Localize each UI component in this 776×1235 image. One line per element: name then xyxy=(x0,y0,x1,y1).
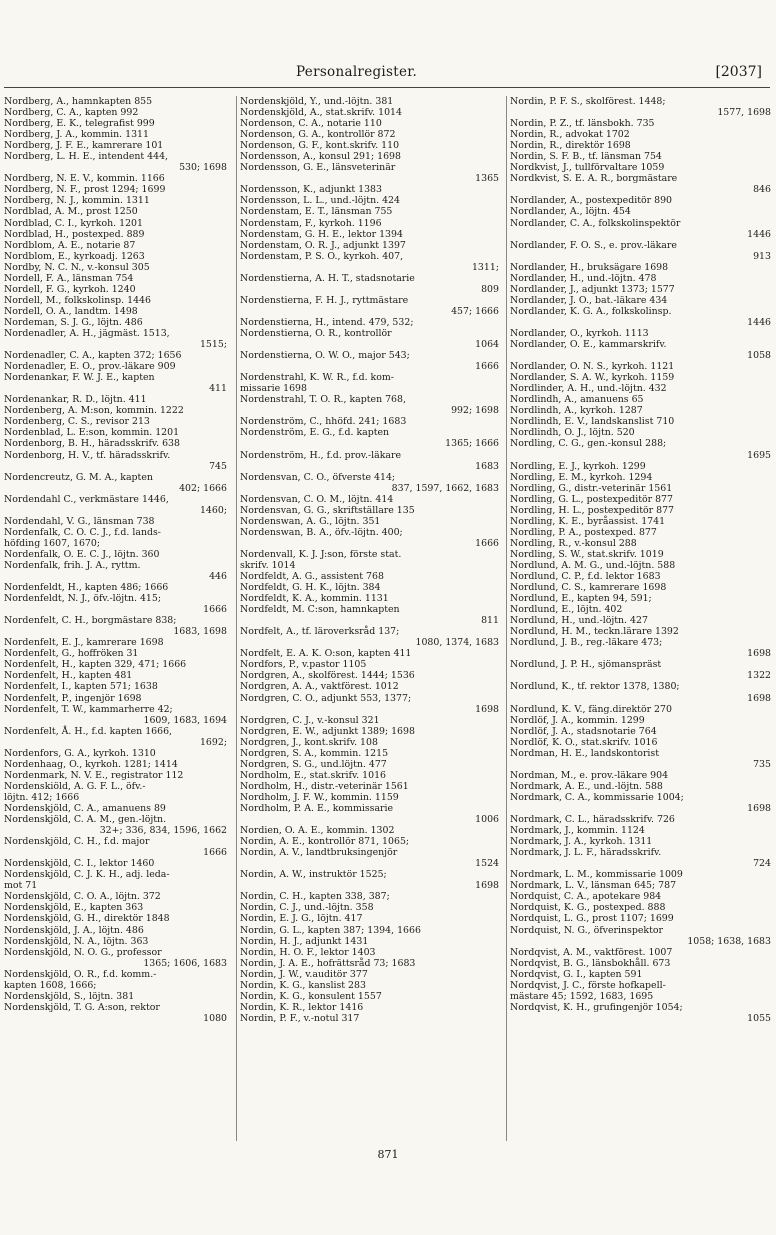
register-line: Nordenskjöld, C. A., amanuens 89 xyxy=(4,803,166,814)
folio-number: 871 xyxy=(377,1148,399,1161)
register-line: Nordenskjöld, N. O. G., professor xyxy=(4,946,162,958)
register-line: 1446 xyxy=(747,316,771,328)
register-line: 735 xyxy=(753,758,771,770)
register-line: Nordensson, A., konsul 291; 1698 xyxy=(240,151,401,163)
register-line: 1666 xyxy=(475,361,499,373)
register-line: Nordin, S. F. B., tf. länsman 754 xyxy=(510,151,662,163)
register-line: Nordenfelt, Å. H., f.d. kapten 1666, xyxy=(4,725,173,737)
register-line: 724 xyxy=(753,858,771,870)
register-line: Nordlindh, E. V., landskanslist 710 xyxy=(510,416,675,428)
register-line: Nordgren, S. G., und.löjtn. 477 xyxy=(240,758,387,770)
register-line: Nordin, K. G., konsulent 1557 xyxy=(240,990,382,1002)
register-line: Nordgren, A., skolförest. 1444; 1536 xyxy=(240,670,415,682)
register-line: Nordenskjöld, C. I., lektor 1460 xyxy=(4,858,155,870)
register-line: Nordin, A. E., kontrollör 871, 1065; xyxy=(240,836,410,848)
register-line: Nordfors, P., v.pastor 1105 xyxy=(240,659,367,671)
register-line: 1006 xyxy=(475,814,499,826)
register-line: Nordkvist, S. E. A. R., borgmästare xyxy=(510,173,678,185)
register-line: Nordenstierna, A. H. T., stadsnotarie xyxy=(240,272,415,284)
register-line: Nordlander, K. G. A., folkskolinsp. xyxy=(510,305,672,317)
register-line: Nordin, G. L., kapten 387; 1394, 1666 xyxy=(240,924,421,936)
register-line: 1365 xyxy=(475,173,499,185)
register-line: Nordfeldt, A. G., assistent 768 xyxy=(240,571,384,583)
register-line: 1695 xyxy=(747,449,771,461)
register-line: Nordlander, J., adjunkt 1373; 1577 xyxy=(510,283,675,295)
register-line: Nordell, O. A., landtm. 1498 xyxy=(4,305,138,317)
register-line: Nordencreutz, G. M. A., kapten xyxy=(4,471,153,483)
register-line: Nordquist, K. G., postexped. 888 xyxy=(510,902,666,914)
register-line: 446 xyxy=(209,571,227,583)
register-line: 402; 1666 xyxy=(179,482,227,494)
register-line: Nordlöf, K. O., stat.skrifv. 1016 xyxy=(510,736,658,748)
register-line: 992; 1698 xyxy=(451,405,499,417)
register-line: 1460; xyxy=(199,504,227,516)
register-line: Nordby, N. C. N., v.-konsul 305 xyxy=(4,261,150,273)
register-line: Nordlander, A., postexpeditör 890 xyxy=(510,195,673,207)
register-line: Nordenfeldt, H., kapten 486; 1666 xyxy=(4,582,169,594)
register-line: Nordenankar, F. W. J. E., kapten xyxy=(4,372,155,384)
register-line: Nordenfelt, H., kapten 481 xyxy=(4,670,133,682)
register-line: Nordin, P. F., v.-notul 317 xyxy=(240,1012,360,1024)
register-line: 1080 xyxy=(203,1012,227,1024)
register-line: Nordenfelt, P., ingenjör 1698 xyxy=(4,692,142,704)
register-line: Nordholm, J. F. W., kommin. 1159 xyxy=(240,791,399,803)
register-line: Nordenswan, A. G., löjtn. 351 xyxy=(240,515,381,527)
register-line: Nordling, E. J., kyrkoh. 1299 xyxy=(510,460,646,472)
register-line: Nordenstierna, H., intend. 479, 532; xyxy=(240,316,414,328)
register-line: Nordenblad, L. E:son, kommin. 1201 xyxy=(4,427,180,439)
register-line: Nordgren, E. W., adjunkt 1389; 1698 xyxy=(240,725,415,737)
register-line: Nordin, H. O. F., lektor 1403 xyxy=(240,946,376,958)
register-line: Nordensson, L. L., und.-löjtn. 424 xyxy=(240,195,400,207)
register-line: mot 71 xyxy=(4,880,38,892)
register-line: 457; 1666 xyxy=(451,305,499,317)
register-line: Nordenadler, A. H., jägmäst. 1513, xyxy=(4,327,170,339)
register-line: Nordin, K. R., lektor 1416 xyxy=(240,1001,364,1013)
register-line: Nordlund, H., und.-löjtn. 427 xyxy=(510,615,648,627)
register-line: Nordenskjöld, G. H., direktör 1848 xyxy=(4,913,170,925)
register-line: Nordlund, J. B., reg.-läkare 473; xyxy=(510,637,663,649)
register-line: Nordenstam, G. H. E., lektor 1394 xyxy=(240,228,403,240)
register-line: 1577, 1698 xyxy=(717,107,771,119)
register-line: Nordenskjöld, E., kapten 363 xyxy=(4,902,144,914)
register-line: Nordensvan, C. O. M., löjtn. 414 xyxy=(240,493,394,505)
register-line: Nordlindh, A., amanuens 65 xyxy=(510,394,644,406)
register-line: Nordensson, G. E., länsveterinär xyxy=(240,162,396,174)
register-line: Nordgren, C. J., v.-konsul 321 xyxy=(240,714,380,726)
register-line: Nordenstam, E. T., länsman 755 xyxy=(240,206,393,218)
register-line: Nordman, H. E., landskontorist xyxy=(510,747,659,759)
register-line: Nordling, K. E., byråassist. 1741 xyxy=(510,515,666,527)
register-line: Nordenhaag, O., kyrkoh. 1281; 1414 xyxy=(4,758,178,770)
register-line: Nordlindh, O. J., löjtn. 520 xyxy=(510,427,635,439)
register-line: 1666 xyxy=(203,847,227,859)
register-line: Nordlander, H., und.-löjtn. 478 xyxy=(510,272,657,284)
register-line: Nordgren, S. A., kommin. 1215 xyxy=(240,747,389,759)
register-line: Nordmark, J., kommin. 1124 xyxy=(510,825,645,837)
register-column-2 xyxy=(236,96,502,1141)
register-line: Nordlund, K., tf. rektor 1378, 1380; xyxy=(510,681,680,693)
register-line: Nordenson, G. F., kont.skrifv. 110 xyxy=(240,140,400,152)
register-line: Nordgren, C. O., adjunkt 553, 1377; xyxy=(240,692,412,704)
register-line: Nordensvan, G. G., skriftställare 135 xyxy=(240,504,415,516)
register-line: Nordenskjöld, C. J. K. H., adj. leda- xyxy=(4,869,170,881)
register-line: Nordenswan, B. A., öfv.-löjtn. 400; xyxy=(240,526,403,538)
register-line: Nordenström, H., f.d. prov.-läkare xyxy=(240,449,402,461)
register-line: Nordenstrahl, K. W. R., f.d. kom- xyxy=(240,372,394,384)
register-line: Nordenskjöld, N. A., löjtn. 363 xyxy=(4,935,149,947)
register-line: Nordenskjöld, O. R., f.d. komm.- xyxy=(4,968,157,980)
register-line: Nordkvist, J., tullförvaltare 1059 xyxy=(510,162,665,174)
register-line: 1692; xyxy=(199,736,227,748)
register-line: 837, 1597, 1662, 1683 xyxy=(391,482,499,494)
register-line: 1446 xyxy=(747,228,771,240)
register-line: Nordenvall, K. J. J:son, förste stat. xyxy=(240,548,402,560)
register-line: Nordien, O. A. E., kommin. 1302 xyxy=(240,825,395,837)
register-line: Nordenskjöld, A., stat.skrifv. 1014 xyxy=(240,107,402,119)
register-line: Nordfeldt, G. H. K., löjtn. 384 xyxy=(240,582,381,594)
register-line: Nordenskjöld, C. O. A., löjtn. 372 xyxy=(4,891,161,903)
register-line: Nordlander, S. A. W., kyrkoh. 1159 xyxy=(510,372,675,384)
register-line: Nordqvist, A. M., vaktförest. 1007 xyxy=(510,946,673,958)
register-line: Nordenfalk, O. E. C. J., löjtn. 360 xyxy=(4,548,160,560)
register-line: Nordgren, A. A., vaktförest. 1012 xyxy=(240,681,399,693)
register-line: Nordin, E. J. G., löjtn. 417 xyxy=(240,913,363,925)
register-line: Nordfelt, E. A. K. O:son, kapten 411 xyxy=(240,648,412,660)
register-line: Nordin, H. J., adjunkt 1431 xyxy=(240,935,369,947)
register-column-1 xyxy=(4,96,230,1141)
register-line: Nordqvist, J. C., förste hofkapell- xyxy=(510,979,666,991)
register-line: Nordenfelt, I., kapten 571; 1638 xyxy=(4,681,158,693)
register-line: Nordenfalk, frih. J. A., ryttm. xyxy=(4,559,141,571)
register-line: Nordling, H. L., postexpeditör 877 xyxy=(510,504,675,516)
register-line: Nordenadler, E. O., prov.-läkare 909 xyxy=(4,361,176,373)
register-line: Nordenskjöld, Y., und.-löjtn. 381 xyxy=(240,96,394,107)
register-line: 1055 xyxy=(747,1012,771,1024)
register-line: Nordendahl C., verkmästare 1446, xyxy=(4,493,169,505)
register-line: Nordenskjöld, T. G. A:son, rektor xyxy=(4,1001,160,1013)
page-title: Personalregister. xyxy=(296,64,418,80)
register-line: Nordin, P. Z., tf. länsbokh. 735 xyxy=(510,118,655,130)
register-line: Nordenskjöld, S., löjtn. 381 xyxy=(4,990,135,1002)
register-line: Nordin, C. J., und.-löjtn. 358 xyxy=(240,902,374,914)
register-line: Nordblad, A. M., prost 1250 xyxy=(4,206,138,218)
register-line: Nordenstrahl, T. O. R., kapten 768, xyxy=(240,394,406,406)
register-line: Nordfeldt, M. C:son, hamnkapten xyxy=(240,604,400,616)
register-line: Nordell, F. A., länsman 754 xyxy=(4,272,134,284)
register-line: Nordqvist, B. G., länsbokhåll. 673 xyxy=(510,957,671,969)
register-line: Nordblad, H., postexped. 889 xyxy=(4,228,145,240)
register-line: 1609, 1683, 1694 xyxy=(143,714,227,726)
register-line: Nordin, K. G., kanslist 283 xyxy=(240,979,366,991)
register-line: Nordenfelt, T. W., kammarherre 42; xyxy=(4,703,173,715)
register-line: 1698 xyxy=(747,803,771,814)
register-column-3 xyxy=(506,96,774,1141)
register-line: Nordman, M., e. prov.-läkare 904 xyxy=(510,769,669,781)
register-columns xyxy=(4,96,770,1141)
register-line: Nordquist, L. G., prost 1107; 1699 xyxy=(510,913,674,925)
register-line: Nordfelt, A., tf. läroverksråd 137; xyxy=(240,626,400,638)
register-line: Nordenstam, F., kyrkoh. 1196 xyxy=(240,217,382,229)
register-line: 1666 xyxy=(203,604,227,616)
register-line: Nordin, C. H., kapten 338, 387; xyxy=(240,891,390,903)
register-line: Nordberg, J. A., kommin. 1311 xyxy=(4,129,149,141)
register-line: Nordmark, C. A., kommissarie 1004; xyxy=(510,791,684,803)
register-line: Nordin, J. W., v.auditör 377 xyxy=(240,968,368,980)
register-line: Nordin, J. A. E., hofrättsråd 73; 1683 xyxy=(240,957,416,969)
register-line: Nordell, M., folkskolinsp. 1446 xyxy=(4,294,151,306)
register-line: Nordenfeldt, N. J., öfv.-löjtn. 415; xyxy=(4,593,162,605)
register-line: Nordling, C. G., gen.-konsul 288; xyxy=(510,438,667,450)
register-line: Nordlander, H., bruksägare 1698 xyxy=(510,261,669,273)
register-line: Nordin, R., advokat 1702 xyxy=(510,129,630,141)
register-line: Nordblom, E., kyrkoadj. 1263 xyxy=(4,250,145,262)
register-line: Nordenankar, R. D., löjtn. 411 xyxy=(4,394,147,406)
register-line: 411 xyxy=(209,383,227,395)
register-line: Nordensvan, C. O., öfverste 414; xyxy=(240,471,396,483)
register-line: Nordholm, H., distr.-veterinär 1561 xyxy=(240,780,409,792)
register-line: Nordeman, S. J. G., löjtn. 486 xyxy=(4,316,143,328)
register-line: Nordblad, C. I., kyrkoh. 1201 xyxy=(4,217,143,229)
register-line: Nordmark, J. A., kyrkoh. 1311 xyxy=(510,836,653,848)
register-line: Nordenborg, H. V., tf. häradsskrifv. xyxy=(4,449,171,461)
register-line: Nordenskjöld, C. H., f.d. major xyxy=(4,836,150,848)
register-line: 1698 xyxy=(747,648,771,660)
register-line: Nordlund, E., kapten 94, 591; xyxy=(510,593,652,605)
register-line: Nordholm, E., stat.skrifv. 1016 xyxy=(240,769,387,781)
register-line: Nordenborg, B. H., häradsskrifv. 638 xyxy=(4,438,180,450)
register-line: Nordberg, N. E. V., kommin. 1166 xyxy=(4,173,165,185)
register-line: Nordqvist, G. I., kapten 591 xyxy=(510,968,643,980)
header-rule xyxy=(4,87,770,88)
register-line: kapten 1608, 1666; xyxy=(4,979,97,991)
register-line: Nordlindh, A., kyrkoh. 1287 xyxy=(510,405,643,417)
register-line: Nordlund, A. M. G., und.-löjtn. 588 xyxy=(510,559,676,571)
register-line: Nordenson, G. A., kontrollör 872 xyxy=(240,129,396,141)
register-line: mästare 45; 1592, 1683, 1695 xyxy=(510,990,654,1002)
register-line: Nordin, R., direktör 1698 xyxy=(510,140,631,152)
register-line: Nordmark, L. V., länsman 645; 787 xyxy=(510,880,677,892)
register-line: 1058; 1638, 1683 xyxy=(687,935,771,947)
register-line: 1064 xyxy=(475,339,499,351)
register-line: Nordenfelt, H., kapten 329, 471; 1666 xyxy=(4,659,187,671)
register-line: skrifv. 1014 xyxy=(240,559,296,571)
register-line: Nordlander, O. E., kammarskrifv. xyxy=(510,339,667,351)
register-line: Nordblom, A. E., notarie 87 xyxy=(4,239,136,251)
register-line: Nordenskjöld, J. A., löjtn. 486 xyxy=(4,924,144,936)
register-line: Nordberg, N. F., prost 1294; 1699 xyxy=(4,184,166,196)
register-line: Nordenfors, G. A., kyrkoh. 1310 xyxy=(4,747,156,759)
register-line: 811 xyxy=(481,615,499,627)
register-line: Nordberg, C. A., kapten 992 xyxy=(4,107,139,119)
register-line: Nordenstierna, F. H. J., ryttmästare xyxy=(240,294,409,306)
register-line: 1683 xyxy=(475,460,499,472)
register-line: Nordenfalk, C. O. C. J., f.d. lands- xyxy=(4,526,161,538)
register-line: Nordenadler, C. A., kapten 372; 1656 xyxy=(4,350,182,362)
register-line: Nordling, E. M., kyrkoh. 1294 xyxy=(510,471,653,483)
register-line: Nordholm, P. A. E., kommissarie xyxy=(240,803,394,814)
register-line: Nordqvist, K. H., grufingenjör 1054; xyxy=(510,1001,683,1013)
register-line: Nordenberg, A. M:son, kommin. 1222 xyxy=(4,405,184,417)
register-line: Nordmark, J. L. F., häradsskrifv. xyxy=(510,847,662,859)
register-line: 530; 1698 xyxy=(179,162,227,174)
register-line: 1666 xyxy=(475,537,499,549)
register-line: Nordenskjöld, C. A. M., gen.-löjtn. xyxy=(4,814,167,826)
register-line: 1698 xyxy=(747,692,771,704)
register-line: Nordlander, F. O. S., e. prov.-läkare xyxy=(510,239,677,251)
register-line: Nordmark, A. E., und.-löjtn. 588 xyxy=(510,780,663,792)
register-line: Nordberg, A., hamnkapten 855 xyxy=(4,96,153,107)
register-line: Nordlöf, J. A., kommin. 1299 xyxy=(510,714,645,726)
register-line: 1524 xyxy=(475,858,499,870)
register-line: Nordlinder, A. H., und.-löjtn. 432 xyxy=(510,383,667,395)
register-line: Nordendahl, V. G., länsman 738 xyxy=(4,515,155,527)
register-line: 1080, 1374, 1683 xyxy=(415,637,499,649)
page-header xyxy=(0,64,776,86)
register-line: Nordgren, J., kont.skrifv. 108 xyxy=(240,736,378,748)
register-line: Nordenstam, O. R. J., adjunkt 1397 xyxy=(240,239,406,251)
register-line: Nordberg, J. F. E., kamrerare 101 xyxy=(4,140,164,152)
register-line: Nordling, S. W., stat.skrifv. 1019 xyxy=(510,548,664,560)
register-line: Nordmark, L. M., kommissarie 1009 xyxy=(510,869,683,881)
register-line: Nordlöf, J. A., stadsnotarie 764 xyxy=(510,725,657,737)
register-line: Nordmark, C. L., häradsskrifv. 726 xyxy=(510,814,675,826)
register-line: 1365; 1666 xyxy=(445,438,499,450)
register-line: Nordenstierna, O. W. O., major 543; xyxy=(240,350,410,362)
register-line: Nordenfelt, C. H., borgmästare 838; xyxy=(4,615,177,627)
register-line: Nordlund, E., löjtn. 402 xyxy=(510,604,623,616)
register-line: Nordberg, L. H. E., intendent 444, xyxy=(4,151,169,163)
register-line: Nordling, G. L., postexpeditör 877 xyxy=(510,493,673,505)
register-line: Nordlander, J. O., bat.-läkare 434 xyxy=(510,294,668,306)
register-line: 1322 xyxy=(747,670,771,682)
register-line: Nordenberg, C. S., revisor 213 xyxy=(4,416,150,428)
register-line: Nordberg, E. K., telegrafist 999 xyxy=(4,118,155,130)
register-line: 809 xyxy=(481,283,499,295)
register-line: Nordenson, C. A., notarie 110 xyxy=(240,118,382,130)
register-line: 846 xyxy=(753,184,771,196)
register-line: Nordenström, C., hhöfd. 241; 1683 xyxy=(240,416,407,428)
register-line: 1311; xyxy=(471,261,499,273)
register-line: Nordenfelt, G., hoffröken 31 xyxy=(4,648,139,660)
register-line: Nordenstierna, O. R., kontrollör xyxy=(240,327,392,339)
register-line: Nordlund, K. V., fäng.direktör 270 xyxy=(510,703,672,715)
register-line: Nordenskiöld, A. G. F. L., öfv.- xyxy=(4,780,146,792)
register-line: Nordlund, C. S., kamrerare 1698 xyxy=(510,582,667,594)
register-line: Nordenström, E. G., f.d. kapten xyxy=(240,427,390,439)
register-line: Nordell, F. G., kyrkoh. 1240 xyxy=(4,283,136,295)
register-line: 1515; xyxy=(199,339,227,351)
register-line: Nordling, R., v.-konsul 288 xyxy=(510,537,637,549)
register-line: höfding 1607, 1670; xyxy=(4,537,101,549)
register-line: Nordenfelt, E. J., kamrerare 1698 xyxy=(4,637,164,649)
register-line: Nordberg, N. J., kommin. 1311 xyxy=(4,195,150,207)
register-line: 1683, 1698 xyxy=(173,626,227,638)
register-line: Nordensson, K., adjunkt 1383 xyxy=(240,184,382,196)
register-line: Nordlander, C. A., folkskolinspektör xyxy=(510,217,681,229)
register-line: 1365; 1606, 1683 xyxy=(143,957,227,969)
register-line: Nordin, P. F. S., skolförest. 1448; xyxy=(510,96,666,107)
register-line: Nordlander, A., löjtn. 454 xyxy=(510,206,631,218)
register-line: 1698 xyxy=(475,880,499,892)
register-line: 1698 xyxy=(475,703,499,715)
register-line: Nordfeldt, K. A., kommin. 1131 xyxy=(240,593,389,605)
register-line: Nordlund, C. P., f.d. lektor 1683 xyxy=(510,571,661,583)
register-line: 1058 xyxy=(747,350,771,362)
register-line: Nordquist, N. G., öfverinspektor xyxy=(510,924,663,936)
register-line: Nordlund, J. P. H., sjömanspräst xyxy=(510,659,662,671)
register-line: Nordenmark, N. V. E., registrator 112 xyxy=(4,769,184,781)
register-line: Nordin, A. W., instruktör 1525; xyxy=(240,869,387,881)
register-line: 745 xyxy=(209,460,227,472)
register-line: Nordlander, O. N. S., kyrkoh. 1121 xyxy=(510,361,675,373)
register-line: missarie 1698 xyxy=(240,383,307,395)
register-line: Nordenstam, P. S. O., kyrkoh. 407, xyxy=(240,250,404,262)
register-line: Nordin, A. V., landtbruksingenjör xyxy=(240,847,398,859)
register-line: löjtn. 412; 1666 xyxy=(4,791,80,803)
register-line: Nordlund, H. M., teckn.lärare 1392 xyxy=(510,626,679,638)
register-line: Nordlander, O., kyrkoh. 1113 xyxy=(510,327,649,339)
page-number: [2037] xyxy=(715,64,762,80)
register-line: Nordquist, C. A., apotekare 984 xyxy=(510,891,662,903)
register-line: 32+; 336, 834, 1596, 1662 xyxy=(99,825,227,837)
register-line: Nordling, G., distr.-veterinär 1561 xyxy=(510,482,673,494)
register-line: Nordling, P. A., postexped. 877 xyxy=(510,526,657,538)
register-line: 913 xyxy=(753,250,771,262)
